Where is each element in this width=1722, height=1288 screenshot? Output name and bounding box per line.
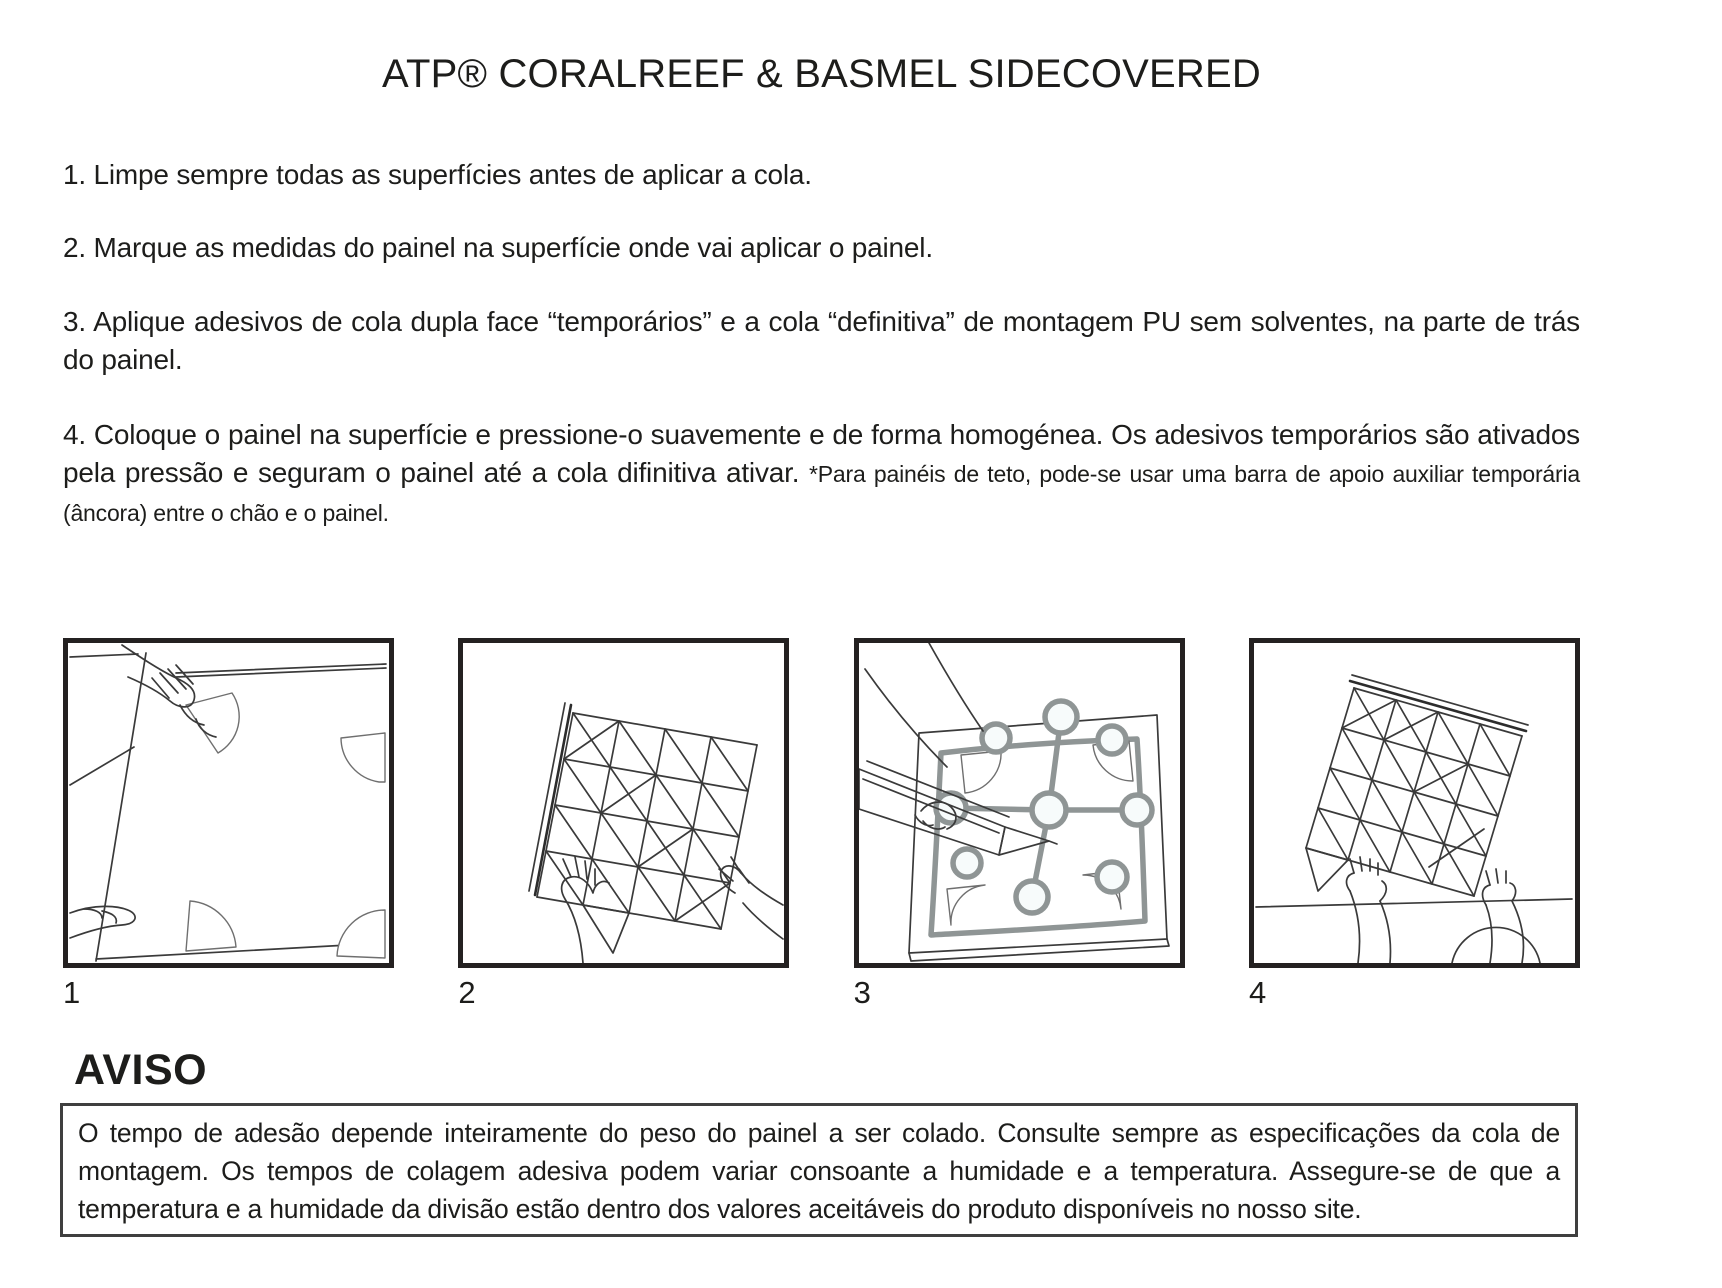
glue-dot xyxy=(1045,701,1077,733)
figure-row xyxy=(63,638,1580,1008)
hold-coral-panel-illustration xyxy=(463,643,784,963)
panel-left-edge xyxy=(96,653,146,961)
panel-fold-line xyxy=(70,747,134,785)
figure-3-number: 3 xyxy=(853,975,871,1010)
figure-1-number: 1 xyxy=(63,975,81,1010)
panel-spine xyxy=(1350,675,1528,731)
press-panel-illustration xyxy=(1254,643,1575,963)
figure-4-box xyxy=(1249,638,1580,968)
figure-4 xyxy=(1249,638,1580,1008)
corner-pad-icon xyxy=(337,910,385,958)
corner-pad-icon xyxy=(961,751,1001,793)
corner-pad-icon xyxy=(947,885,985,925)
figure-4-number: 4 xyxy=(1248,975,1267,1010)
aviso-box xyxy=(60,1103,1578,1237)
wall-edge-line xyxy=(1256,899,1572,907)
figure-3-box xyxy=(854,638,1185,968)
figure-2 xyxy=(458,638,789,1008)
instruction-step-3: 3. Aplique adesivos de cola dupla face “temporários” e a cola “definitiva” de montagem PU sem solventes, na parte de trás do painel. xyxy=(63,306,1580,375)
page-title: ATP® CORALREEF & BASMEL SIDECOVERED xyxy=(382,52,1261,96)
arm-icon xyxy=(1346,857,1390,963)
glue-dot xyxy=(953,849,981,877)
panel-thickness xyxy=(909,939,1169,961)
figure-3 xyxy=(854,638,1185,1008)
glue-dot xyxy=(1098,726,1126,754)
glue-dot xyxy=(1016,881,1048,913)
aviso-heading: AVISO xyxy=(74,1046,208,1094)
corner-pad-icon xyxy=(186,901,236,951)
apply-glue-illustration xyxy=(859,643,1180,963)
figure-1-box xyxy=(63,638,394,968)
instruction-step-4 xyxy=(63,416,1580,532)
figure-1 xyxy=(63,638,394,1008)
coral-triangle-grid xyxy=(1306,688,1522,896)
glue-dot xyxy=(982,724,1010,752)
instruction-step-1: 1. Limpe sempre todas as superfícies antes de aplicar a cola. xyxy=(63,159,812,190)
corner-pad-icon xyxy=(341,733,385,782)
hand-icon xyxy=(719,857,783,939)
figure-2-box xyxy=(458,638,789,968)
arm-icon xyxy=(1482,869,1523,963)
panel-top-edge xyxy=(70,654,138,657)
panel-spine xyxy=(529,703,571,895)
instruction-step-2: 2. Marque as medidas do painel na superfície onde vai aplicar o painel. xyxy=(63,232,933,263)
figure-2-number: 2 xyxy=(458,975,476,1010)
glue-dot xyxy=(1032,793,1066,827)
head-icon xyxy=(1452,927,1540,963)
instruction-step-4-note: *Para painéis de teto, pode-se usar uma barra de apoio auxiliar temporária (âncora) entre o chão e o painel. xyxy=(63,461,1580,526)
aviso-body: O tempo de adesão depende inteiramente do peso do painel a ser colado. Consulte sempre as especificações da cola de montagem. Os tempos de colagem adesiva podem variar consoante a humidade e a temperatura. Assegure-se de que a temperatura e a humidade da divisão estão dentro dos valores aceitáveis do produto disponíveis no nosso site. xyxy=(78,1118,1560,1224)
glue-dot-cross xyxy=(936,701,1152,913)
glue-dot xyxy=(1097,862,1127,892)
coral-triangle-grid xyxy=(537,713,757,953)
peel-protective-film-illustration xyxy=(68,643,389,963)
glue-dot xyxy=(1122,795,1152,825)
instruction-step-4-main: 4. Coloque o painel na superfície e pressione-o suavemente e de forma homogénea. Os adesivos temporários são ativados pela pressão e seguram o painel até a cola difinitiva ativar. xyxy=(63,419,1580,488)
